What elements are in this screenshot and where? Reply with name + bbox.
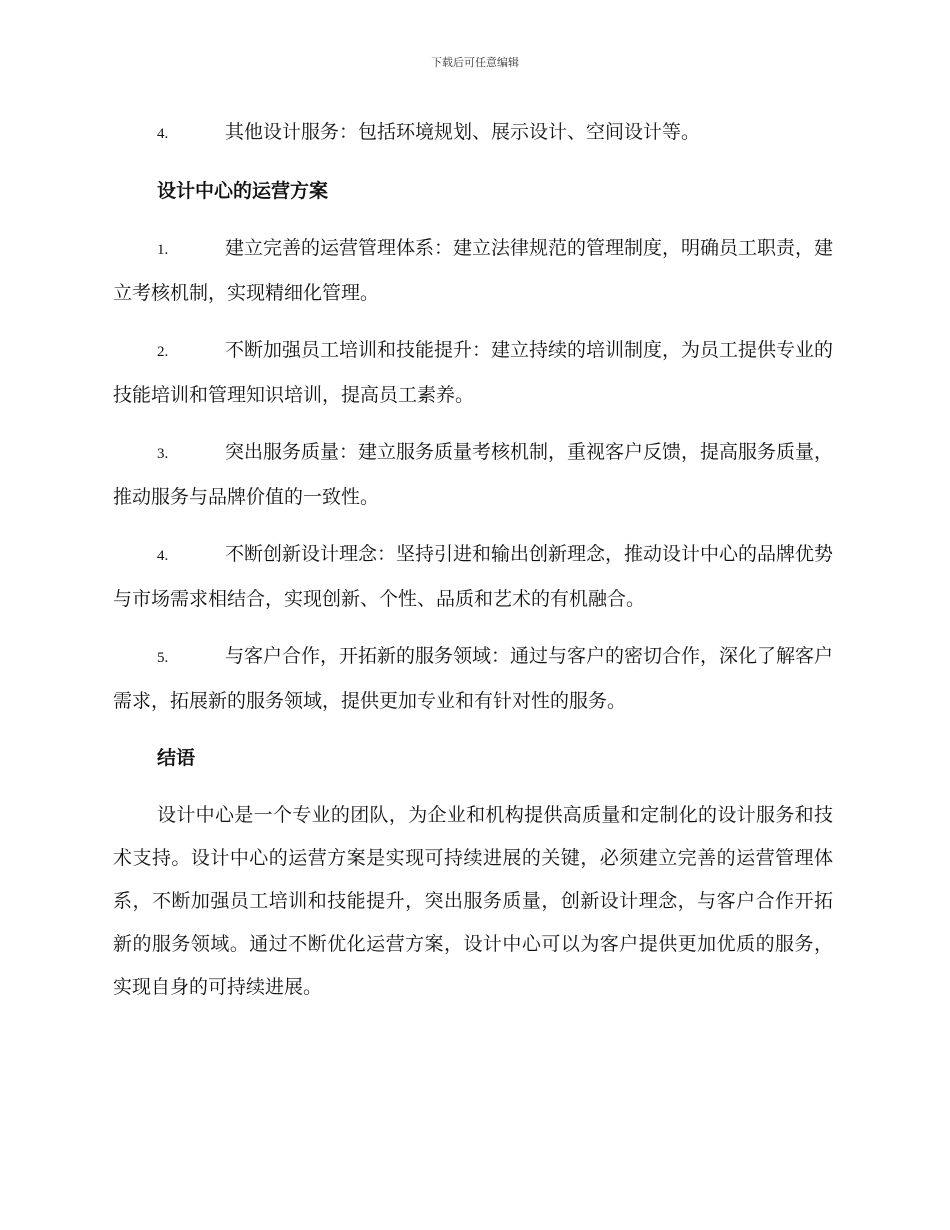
list-item-number: 1. [157,242,169,258]
list-item-number: 2. [157,344,169,360]
list-item [113,329,833,417]
list-item-text: 与客户合作，开拓新的服务领域：通过与客户的密切合作，深化了解客户需求，拓展新的服务领域，提供更加专业和有针对性的服务。 [113,645,834,712]
list-item-text: 不断加强员工培训和技能提升：建立持续的培训制度，为员工提供专业的技能培训和管理知识培训，提高员工素养。 [113,339,834,406]
conclusion-paragraph: 设计中心是一个专业的团队，为企业和机构提供高质量和定制化的设计服务和技术支持。设计中心的运营方案是实现可持续进展的关键，必须建立完善的运营管理体系，不断加强员工培训和技能提升，突出服务质量，创新设计理念，与客户合作开拓新的服务领域。通过不断优化运营方案，设计中心可以为客户提供更加优质的服务，实现自身的可持续进展。 [113,804,833,998]
section-heading-operations: 设计中心的运营方案 [157,180,329,202]
list-item-number: 5. [157,650,169,666]
list-item-text: 不断创新设计理念：坚持引进和输出创新理念，推动设计中心的品牌优势与市场需求相结合，实现创新、个性、品质和艺术的有机融合。 [113,543,834,610]
list-item [113,431,833,519]
list-item [113,533,833,621]
list-item-number: 4. [157,548,169,564]
list-item [113,635,833,723]
document-body [113,111,833,1009]
section-heading-conclusion: 结语 [157,747,196,769]
list-item-text: 建立完善的运营管理体系：建立法律规范的管理制度，明确员工职责，建立考核机制，实现精细化管理。 [113,237,834,304]
list-item-number: 4. [157,126,169,142]
list-item-text: 突出服务质量：建立服务质量考核机制，重视客户反馈，提高服务质量，推动服务与品牌价值的一致性。 [113,441,834,508]
header-note: 下载后可任意编辑 [431,56,519,69]
list-item [113,227,833,315]
list-item-number: 3. [157,446,169,462]
list-item-text: 其他设计服务：包括环境规划、展示设计、空间设计等。 [225,121,701,143]
list-item [113,111,833,156]
